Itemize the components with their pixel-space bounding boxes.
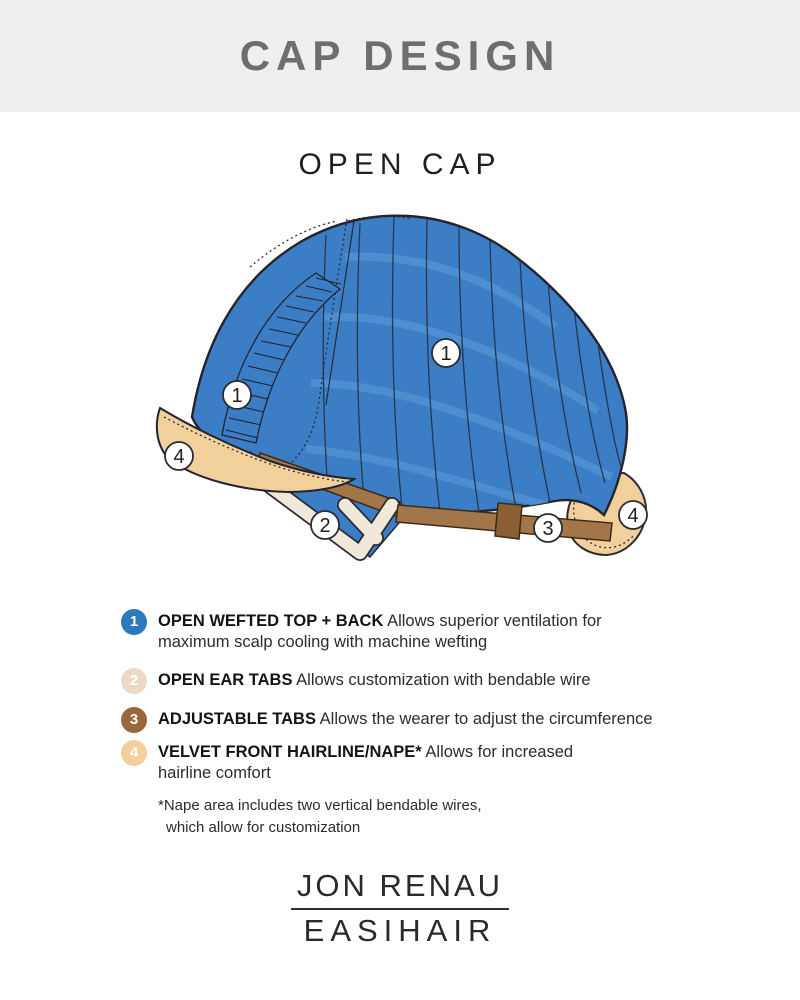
svg-text:4: 4 (627, 505, 639, 527)
legend-desc-4: Allows for increased hairline comfort (158, 743, 574, 782)
legend-text-3 (158, 707, 703, 733)
callout-2-ear-tab (311, 511, 339, 539)
legend-item-2 (121, 668, 703, 694)
svg-text:3: 3 (542, 518, 554, 540)
svg-text:2: 2 (319, 515, 331, 537)
callout-4-nape (619, 501, 647, 529)
diagram-title: OPEN CAP (298, 148, 502, 181)
legend-label-2: OPEN EAR TABS (158, 671, 293, 689)
callout-1-back (432, 339, 460, 367)
legend-text-1 (158, 609, 636, 653)
callout-1-front (223, 381, 251, 409)
cap-diagram (130, 205, 690, 585)
legend-label-4: VELVET FRONT HAIRLINE/NAPE* (158, 743, 422, 761)
legend-desc-1: Allows superior ventilation for maximum scalp cooling with machine wefting (158, 612, 602, 651)
legend-badge-2: 2 (121, 668, 147, 694)
legend-text-2 (158, 668, 703, 694)
legend-desc-3: Allows the wearer to adjust the circumference (319, 710, 653, 728)
legend-label-3: ADJUSTABLE TABS (158, 710, 316, 728)
brand-jon-renau: JON RENAU (296, 868, 504, 903)
brand-easihair: EASIHAIR (303, 913, 497, 948)
svg-text:1: 1 (440, 343, 452, 365)
legend-desc-2: Allows customization with bendable wire (296, 671, 591, 689)
svg-text:1: 1 (231, 385, 243, 407)
callout-4-front (165, 442, 193, 470)
legend-badge-4: 4 (121, 740, 147, 766)
svg-text:4: 4 (173, 446, 185, 468)
footnote-line-1: *Nape area includes two vertical bendable wires, (158, 797, 482, 814)
legend-item-1 (121, 609, 636, 653)
legend-label-1: OPEN WEFTED TOP + BACK (158, 612, 384, 630)
page-title: CAP DESIGN (239, 32, 561, 79)
legend-badge-3: 3 (121, 707, 147, 733)
legend-item-3 (121, 707, 703, 733)
footnote (158, 795, 482, 839)
legend-text-4 (158, 740, 616, 784)
strap-buckle (495, 503, 522, 539)
footnote-line-2: which allow for customization (166, 819, 361, 836)
header-band (0, 0, 800, 112)
legend-badge-1: 1 (121, 609, 147, 635)
legend-item-4 (121, 740, 616, 784)
brand-divider (291, 908, 509, 910)
brand-logo (0, 868, 800, 949)
callout-3-strap (534, 514, 562, 542)
